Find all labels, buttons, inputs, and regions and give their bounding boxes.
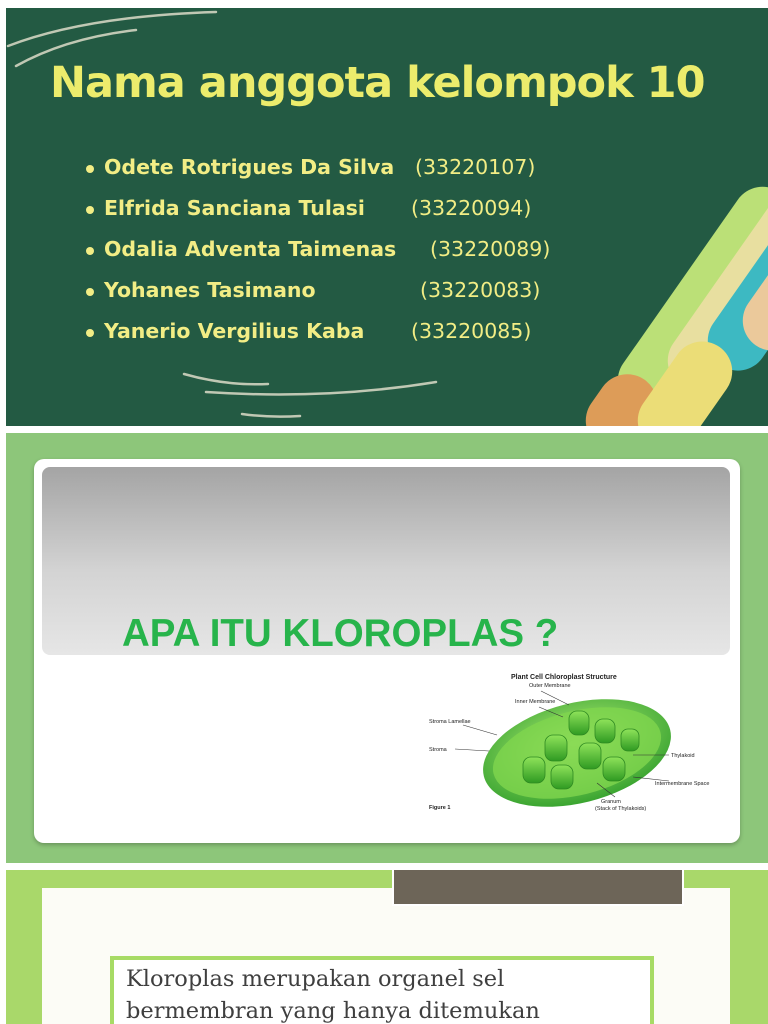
member-nim: (33220089): [430, 237, 551, 261]
member-name: Yohanes Tasimano: [104, 278, 316, 302]
slide-card: [34, 459, 740, 843]
label-granum: Granum: [601, 799, 621, 805]
label-thylakoid: Thylakoid: [671, 753, 695, 759]
slide2-heading: APA ITU KLOROPLAS ?: [122, 612, 559, 655]
label-outer-membrane: Outer Membrane: [529, 683, 571, 689]
slide-chloroplast-definition: [6, 870, 768, 1024]
bullet-icon: [86, 288, 94, 296]
member-name: Elfrida Sanciana Tulasi: [104, 196, 365, 220]
definition-box: [110, 956, 654, 1024]
label-stroma-lamellae: Stroma Lamellae: [429, 719, 471, 725]
slide-members: [6, 8, 768, 426]
pastel-stripes: [574, 85, 768, 426]
bullet-icon: [86, 329, 94, 337]
member-nim: (33220107): [415, 155, 536, 179]
label-granum-note: (Stack of Thylakoids): [595, 806, 647, 812]
label-inner-membrane: Inner Membrane: [515, 699, 556, 705]
slide-chloroplast-question: [6, 433, 768, 863]
member-name: Odalia Adventa Taimenas: [104, 237, 397, 261]
definition-line: bermembran yang hanya ditemukan: [126, 998, 540, 1024]
label-stroma: Stroma: [429, 747, 447, 753]
member-nim: (33220085): [411, 319, 532, 343]
header-tab: [392, 870, 684, 906]
member-nim: (33220083): [420, 278, 541, 302]
chloroplast-illustration: [472, 681, 682, 824]
chloroplast-diagram: [419, 665, 719, 837]
bullet-icon: [86, 165, 94, 173]
member-name: Odete Rotrigues Da Silva: [104, 155, 395, 179]
slide1-title: Nama anggota kelompok 10: [50, 58, 705, 108]
member-name: Yanerio Vergilius Kaba: [104, 319, 365, 343]
label-intermembrane-space: Intermembrane Space: [655, 781, 710, 787]
member-nim: (33220094): [411, 196, 532, 220]
bullet-icon: [86, 247, 94, 255]
definition-line: Kloroplas merupakan organel sel: [126, 966, 505, 992]
label-figure: Figure 1: [429, 805, 451, 811]
bullet-icon: [86, 206, 94, 214]
diagram-title: Plant Cell Chloroplast Structure: [511, 674, 617, 681]
